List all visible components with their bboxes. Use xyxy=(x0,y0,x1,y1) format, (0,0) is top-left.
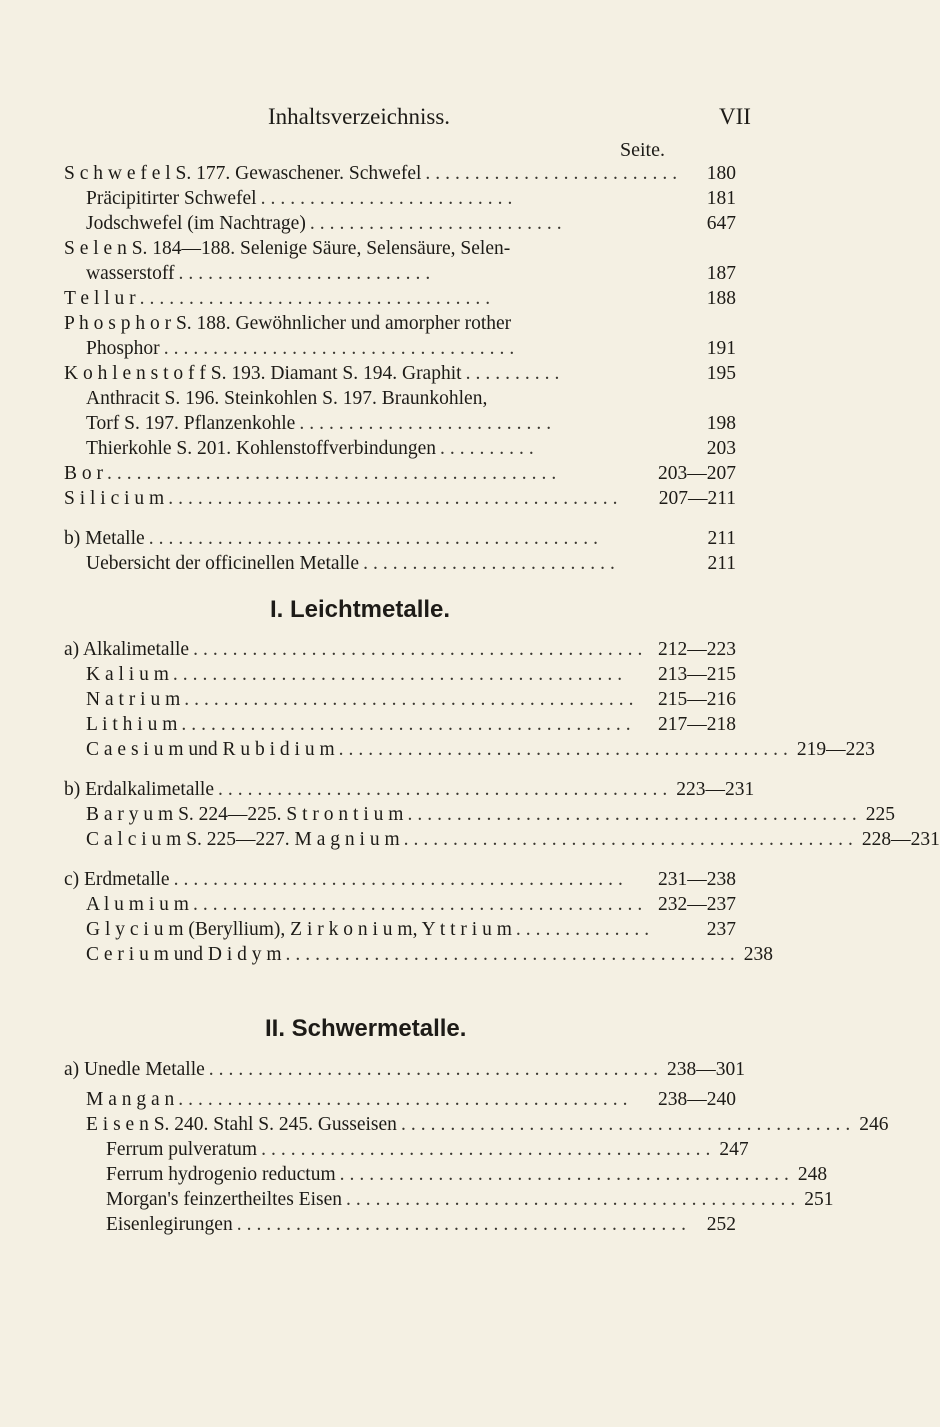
toc-entry-alumium: A l u m i u m .............................................. 232—237 xyxy=(86,894,736,915)
page-number: VII xyxy=(719,104,751,129)
toc-entry-kalium: K a l i u m .............................................. 213—215 xyxy=(86,664,736,685)
running-header-title: Inhaltsverzeichniss. xyxy=(268,104,451,129)
toc-entry-mangan: M a n g a n .............................................. 238—240 xyxy=(86,1089,736,1110)
toc-entry-glycium: G l y c i u m (Beryllium), Z i r k o n i u m, Y t t r i u m .............. 237 xyxy=(86,919,736,940)
toc-entry-anthracit: Anthracit S. 196. Steinkohlen S. 197. Braunkohlen, xyxy=(86,388,488,409)
toc-entry-phosphor-rother: Phosphor .................................... 191 xyxy=(86,338,736,359)
toc-entry-tellur: T e l l u r .................................... 188 xyxy=(64,288,736,309)
toc-entry-unedle-metalle: a) Unedle Metalle .............................................. 238—301 xyxy=(64,1059,746,1080)
toc-entry-silicium: S i l i c i u m .............................................. 207—211 xyxy=(64,488,736,509)
toc-entry-schwefel: S c h w e f e l S. 177. Gewaschener. Schwefel .......................... 180 xyxy=(64,163,736,184)
toc-entry-natrium: N a t r i u m .............................................. 215—216 xyxy=(86,689,736,710)
toc-entry-phosphor: P h o s p h o r S. 188. Gewöhnlicher und amorpher rother xyxy=(64,313,512,334)
toc-entry-torf: Torf S. 197. Pflanzenkohle .......................... 198 xyxy=(86,413,736,434)
toc-entry-ferrum-hydrogenio: Ferrum hydrogenio reductum .............................................. 248 xyxy=(106,1164,828,1185)
toc-entry-jodschwefel: Jodschwefel (im Nachtrage) .......................... 647 xyxy=(86,213,736,234)
toc-entry-eisen: E i s e n S. 240. Stahl S. 245. Gusseisen .............................................. 246 xyxy=(86,1114,889,1135)
toc-entry-morgans-eisen: Morgan's feinzertheiltes Eisen .............................................. 251 xyxy=(106,1189,834,1210)
toc-entry-caesium-rubidium: C a e s i u m und R u b i d i u m .............................................. 219—223 xyxy=(86,739,875,760)
toc-entry-uebersicht: Uebersicht der officinellen Metalle .......................... 211 xyxy=(86,553,736,574)
toc-entry-bor: B o r .............................................. 203—207 xyxy=(64,463,736,484)
toc-entry-calcium-magnium: C a l c i u m S. 225—227. M a g n i u m .............................................. 228—231 xyxy=(86,829,940,850)
toc-entry-lithium: L i t h i u m .............................................. 217—218 xyxy=(86,714,736,735)
toc-entry-selenwasserstoff: wasserstoff .......................... 187 xyxy=(86,263,736,284)
toc-entry-selen: S e l e n S. 184—188. Selenige Säure, Selensäure, Selen- xyxy=(64,238,511,259)
toc-entry-metalle: b) Metalle .............................................. 211 xyxy=(64,528,736,549)
toc-entry-eisenlegirungen: Eisenlegirungen .............................................. 252 xyxy=(106,1214,736,1235)
toc-entry-kohlenstoff: K o h l e n s t o f f S. 193. Diamant S. 194. Graphit .......... 195 xyxy=(64,363,736,384)
toc-entry-cerium-didym: C e r i u m und D i d y m .............................................. 238 xyxy=(86,944,774,965)
toc-entry-alkalimetalle: a) Alkalimetalle .............................................. 212—223 xyxy=(64,639,736,660)
toc-entry-baryum-strontium: B a r y u m S. 224—225. S t r o n t i u m .............................................. 225 xyxy=(86,804,895,825)
toc-entry-thierkohle: Thierkohle S. 201. Kohlenstoffverbindungen .......... 203 xyxy=(86,438,736,459)
toc-entry-ferrum-pulveratum: Ferrum pulveratum .............................................. 247 xyxy=(106,1139,749,1160)
toc-entry-erdmetalle: c) Erdmetalle .............................................. 231—238 xyxy=(64,869,736,890)
toc-entry-erdalkalimetalle: b) Erdalkalimetalle .............................................. 223—231 xyxy=(64,779,755,800)
toc-entry-praecipitirter-schwefel: Präcipitirter Schwefel .......................... 181 xyxy=(86,188,736,209)
section-heading-leichtmetalle: I. Leichtmetalle. xyxy=(270,596,451,623)
page-column-label: Seite. xyxy=(620,139,665,161)
section-heading-schwermetalle: II. Schwermetalle. xyxy=(265,1015,467,1042)
